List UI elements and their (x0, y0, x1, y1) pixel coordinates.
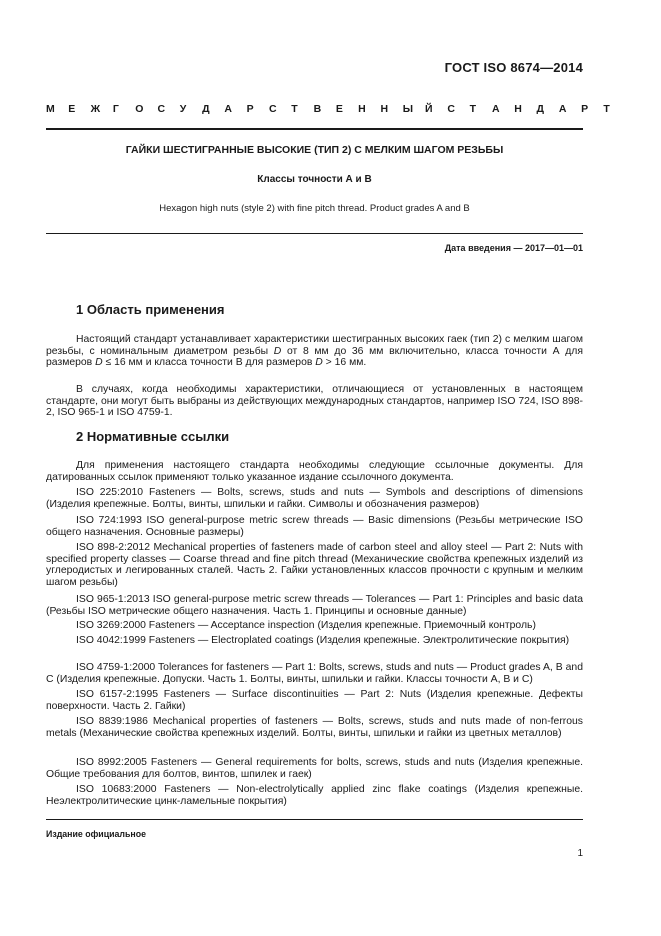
document-subtitle: Классы точности А и В (257, 174, 372, 185)
standard-type-letter: С (157, 103, 166, 115)
standard-type-letter: А (224, 103, 232, 115)
title-divider (46, 233, 583, 234)
s1p1-var-d3: D (315, 357, 323, 369)
reference-iso-965-1: ISO 965-1:2013 ISO general-purpose metric screw threads — Tolerances — Part 1: Principles and basic data (Резьбы ISO метрические общего назначения. Часть 1. Принципы и основные данные) (46, 594, 583, 617)
standard-type-letter: М (46, 103, 55, 115)
reference-iso-724: ISO 724:1993 ISO general-purpose metric screw threads — Basic dimensions (Резьбы метрические ISO общего назначения. Основные размеры) (46, 515, 583, 538)
standard-type-letter: А (491, 103, 500, 115)
reference-iso-4042: ISO 4042:1999 Fasteners — Electroplated coatings (Изделия крепежные. Электролитические покрытия) (76, 635, 570, 646)
standard-type-letter: С (447, 103, 455, 115)
document-title-english: Hexagon high nuts (style 2) with fine pitch thread. Product grades A and B (159, 203, 470, 214)
section-2-intro: Для применения настоящего стандарта необходимы следующие ссылочные документы. Для датированных ссылок применяют только указанное издание ссылочного документа. (46, 460, 583, 483)
standard-type-word-1 (46, 103, 447, 115)
standard-type-letter: Н (358, 103, 366, 115)
standard-type-letter: С (268, 103, 277, 115)
standard-type-letter: Е (68, 103, 76, 115)
footer-divider (46, 819, 583, 820)
standard-type-letter: Н (380, 103, 389, 115)
standard-type-letter: Д (536, 103, 545, 115)
standard-type-letter: Г (112, 103, 119, 115)
standard-type-letter: Ж (90, 103, 101, 115)
standard-type-letter: Р (246, 103, 254, 115)
reference-iso-3269: ISO 3269:2000 Fasteners — Acceptance inspection (Изделия крепежные. Приемочный контроль) (76, 620, 536, 631)
reference-iso-225: ISO 225:2010 Fasteners — Bolts, screws, studs and nuts — Symbols and descriptions of dimensions (Изделия крепежные. Болты, винты, шпильки и гайки. Символы и обозначения размеров) (46, 487, 583, 510)
s1p1-var-d2: D (95, 357, 103, 369)
standard-type-letter: Р (581, 103, 589, 115)
section-1-paragraph-1 (46, 334, 583, 369)
reference-iso-10683: ISO 10683:2000 Fasteners — Non-electrolytically applied zinc flake coatings (Изделия крепежные. Неэлектролитические цинк-ламельные покрытия) (46, 784, 583, 807)
official-edition-label: Издание официальное (46, 829, 146, 839)
standard-type-letter: Ы (402, 103, 414, 115)
standard-type-letter: А (558, 103, 567, 115)
s1p1-part-b: от 8 мм до 36 мм включительно, класса точности А для размеров (46, 345, 583, 369)
s1p1-var-d1: D (273, 345, 282, 357)
page-number: 1 (577, 848, 583, 859)
reference-iso-6157-2: ISO 6157-2:1995 Fasteners — Surface discontinuities — Part 2: Nuts (Изделия крепежные. Дефекты поверхности. Часть 2. Гайки) (46, 689, 583, 712)
reference-iso-898-2: ISO 898-2:2012 Mechanical properties of fasteners made of carbon steel and alloy steel — Part 2: Nuts with specified property classes — Coarse thread and fine pitch thread (Механические свойства крепежных изделий из углеродистых и легированных сталей. Часть 2. Гайки установленных классов прочности с крупным и мелким шагом резьбы) (46, 542, 583, 589)
section-2-title: 2 Нормативные ссылки (76, 429, 230, 444)
document-title: ГАЙКИ ШЕСТИГРАННЫЕ ВЫСОКИЕ (ТИП 2) С МЕЛКИМ ШАГОМ РЕЗЬБЫ (125, 144, 504, 156)
section-1-paragraph-2: В случаях, когда необходимы характеристики, отличающиеся от установленных в настоящем стандарте, они могут быть выбраны из действующих международных стандартов, например ISO 724, ISO 898-2, ISO 965-1 и ISO 4759-1. (46, 384, 584, 419)
s1p1-part-c: ≤ 16 мм и класса точности В для размеров (102, 357, 316, 369)
section-1-title: 1 Область применения (76, 302, 225, 317)
standard-type-letter: Т (469, 103, 477, 115)
standard-type-letter: Н (514, 103, 522, 115)
s1p1-part-a: Настоящий стандарт устанавливает характеристики шестигранных высоких гаек (тип 2) с мелким шагом резьбы, с номинальным диаметром резьбы (46, 334, 583, 357)
standard-type-letter: У (179, 103, 187, 115)
s1p1-part-e: > 16 мм. (322, 357, 367, 369)
standard-type-letter: Й (425, 103, 433, 115)
standard-type-letter: Т (291, 103, 298, 115)
standard-type-letter: Т (603, 103, 610, 115)
standard-type-letter: Е (335, 103, 343, 115)
standard-type-letter: О (135, 103, 144, 115)
document-code: ГОСТ ISO 8674—2014 (444, 60, 583, 75)
standard-type-letter: В (313, 103, 322, 115)
header-divider (46, 128, 583, 130)
reference-iso-8992: ISO 8992:2005 Fasteners — General requirements for bolts, screws, studs and nuts (Изделия крепежные. Общие требования для болтов, винтов, шпилек и гаек) (46, 757, 583, 780)
standard-type-letter: Д (202, 103, 210, 115)
reference-iso-4759-1: ISO 4759-1:2000 Tolerances for fasteners — Part 1: Bolts, screws, studs and nuts — Product grades A, B and C (Изделия крепежные. Допуски. Часть 1. Болты, винты, шпильки и гайки. Классы точности A, B и C) (46, 662, 583, 685)
standard-type-word-2 (447, 103, 625, 115)
introduction-date: Дата введения — 2017—01—01 (444, 243, 583, 253)
standard-type-heading (46, 103, 610, 115)
reference-iso-8839: ISO 8839:1986 Mechanical properties of fasteners — Bolts, screws, studs and nuts made of non-ferrous metals (Механические свойства крепежных изделий. Болты, винты, шпильки и гайки из цветных металлов) (46, 716, 583, 739)
